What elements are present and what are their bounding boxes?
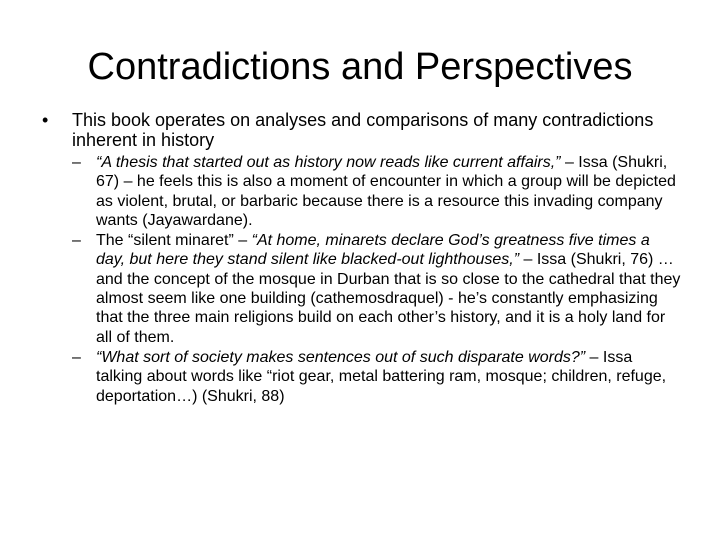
main-bullet [36,110,686,150]
sub-bullet-text: – Issa talking about words like “riot gear, metal battering ram, mosque; children, refuge, deportation…) (Shukri, 88) [96,348,667,405]
main-bullet-text: This book operates on analyses and comparisons of many contradictions inherent in history [72,110,654,150]
sub-bullet-text: – Issa (Shukri, 67) – he feels this is also a moment of encounter in which a group will be depicted as violent, brutal, or barbaric because there is a resource this invading company wants (Jayawardane). [96,154,676,229]
slide-title: Contradictions and Perspectives [87,46,633,88]
dash-icon: – [72,232,81,250]
slide-content [36,110,686,407]
dash-icon: – [72,348,81,366]
sub-bullet-quote: “A thesis that started out as history now reads like current affairs,” [96,154,561,171]
sub-bullet-quote: “At home, minarets declare God’s greatness five times a day, but here they stand silent like blacked-out lighthouses,” [96,232,650,269]
sub-bullet-item [36,153,686,230]
sub-bullet-quote: “What sort of society makes sentences out of such disparate words?” [96,348,586,366]
sub-bullet-item [36,231,686,347]
dash-icon: – [72,154,81,171]
sub-bullet-text: – Issa (Shukri, 76) … and the concept of the mosque in Durban that is so close to the cathedral that they almost seem like one building (cathemosdraquel) - he’s constantly emphasizing that the three main religions build on each other’s history, and it is a holy land for all of them. [96,251,681,346]
sub-bullet-list [36,153,686,406]
sub-bullet-lead: The “silent minaret” – [96,232,252,250]
sub-bullet-item [36,348,686,406]
bullet-dot-icon: • [42,110,49,130]
